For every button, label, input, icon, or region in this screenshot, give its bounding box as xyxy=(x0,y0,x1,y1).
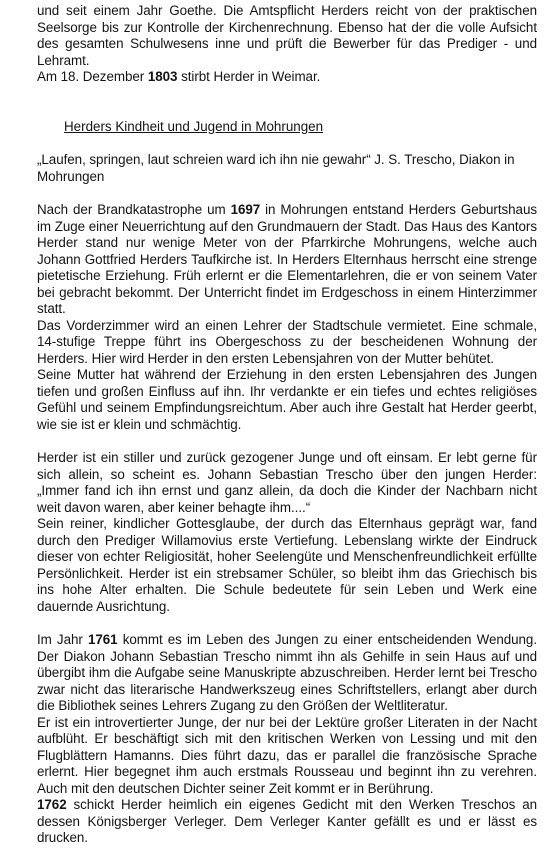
paragraph-introverted: Er ist ein introvertierter Junge, der nur bei der Lektüre großer Literaten in der Nacht aufblüht. Er beschäftigt sich mit den kritischen Werken von Lessing und mit den Flugblättern Hamanns. Dies führt dazu, das er parallel die französische Sprache erlernt. Hier begegnet ihm auch erstmals Rousseau und beginnt ihn zu verehren. Auch mit den deutschen Dichter seiner Zeit kommt er in Berührung. xyxy=(37,714,537,796)
paragraph-birth-house xyxy=(37,202,537,318)
text-span: kommt es im Leben des Jungen zu einer entscheidenden Wendung. Der Diakon Johann Sebastian Trescho nimmt ihn als Gehilfe in sein Haus auf und übergibt ihm die Aufgabe seine Manuskripte abzuschreiben. Herder lernt bei Trescho zwar nicht das literarische Handwerkszeug eines Schriftstellers, erlangt aber durch die Bibliothek seines Lehrers Zugang zu den Größen der Weltliteratur. xyxy=(37,632,537,713)
quote-trescho: „Laufen, springen, laut schreien ward ich ihn nie gewahr“ J. S. Trescho, Diakon in Mohrungen xyxy=(37,152,515,184)
year-1697: 1697 xyxy=(230,202,261,217)
paragraph-amtspflicht: und seit einem Jahr Goethe. Die Amtspflicht Herders reicht von der praktischen Seelsorge bis zur Kontrolle der Kirchenrechnung. Ebenso hat der die volle Aufsicht des gesamten Schulwesens inne und prüft die Bewerber für das Prediger - und Lehramt. xyxy=(37,3,537,68)
text-span: Nach der Brandkatastrophe um xyxy=(37,202,231,217)
text-span: schickt Herder heimlich ein eigenes Gedicht mit den Werken Treschos an dessen Königsberger Verleger. Dem Verleger Kanter gefällt es und er lässt es drucken. xyxy=(37,797,537,845)
text-span: in Mohrungen entstand Herders Geburtshaus im Zuge einer Neuerrichtung auf den Grundmauern der Stadt. Das Haus des Kantors Herder stand nur wenige Meter von der Pfarrkirche Mohrungens, welche auch Johann Gottfried Herders Taufkirche ist. In Herders Elternhaus herrscht eine strenge pietetische Erziehung. Früh erlernt er die Elementarlehren, die er von seinem Vater bei gebracht bekommt. Der Unterricht findet im Erdgeschoss in einem Hinterzimmer statt. xyxy=(37,202,537,316)
text-span: Im Jahr xyxy=(37,632,88,647)
paragraph-poem xyxy=(37,797,537,847)
paragraph-quiet-boy: Herder ist ein stiller und zurück gezogener Junge und oft einsam. Er lebt gerne für sich allein, so scheint es. Johann Sebastian Trescho über den jungen Herder: „Immer fand ich ihn ernst und ganz allein, da doch die Kinder der Nachbarn nicht weit davon waren, aber keiner behagte ihm....“ xyxy=(37,450,537,515)
paragraph-death-date xyxy=(37,69,537,86)
text-span: stirbt Herder in Weimar. xyxy=(177,69,321,84)
document-page xyxy=(37,0,537,847)
text-span: Am 18. Dezember xyxy=(37,69,148,84)
paragraph-vorderzimmer: Das Vorderzimmer wird an einen Lehrer der Stadtschule vermietet. Eine schmale, 14-stufige Treppe führt ins Obergeschoss zu der bescheidenen Wohnung der Herders. Hier wird Herder in den ersten Lebensjahren von der Mutter behütet. xyxy=(37,317,537,366)
section-heading: Herders Kindheit und Jugend in Mohrungen xyxy=(64,118,324,134)
year-1762: 1762 xyxy=(37,797,67,812)
paragraph-mother: Seine Mutter hat während der Erziehung in den ersten Lebensjahren des Jungen tiefen und großen Einfluss auf ihn. Ihr verdankte er ein tiefes und echtes religiöses Gefühl und seinem Empfindungsreichtum. Aber auch ihre Gestalt hat Herder geerbt, wie sie ist er klein und schmächtig. xyxy=(37,367,537,432)
year-1803: 1803 xyxy=(147,69,178,84)
paragraph-faith: Sein reiner, kindlicher Gottesglaube, der durch das Elternhaus geprägt war, fand durch den Prediger Willamovius erste Vertiefung. Lebenslang wirkte der Eindruck dieser von echter Religiosität, hoher Seelengüte und Menschenfreundlichkeit erfüllte Persönlichkeit. Herder ist ein strebsamer Schüler, so bleibt ihm das Griechisch bis ins hohe Alter erhalten. Die Schule bedeutete für sein Leben und Werk eine dauernde Ausrichtung. xyxy=(37,516,537,614)
paragraph-turning-point xyxy=(37,632,537,715)
year-1761: 1761 xyxy=(87,632,118,647)
